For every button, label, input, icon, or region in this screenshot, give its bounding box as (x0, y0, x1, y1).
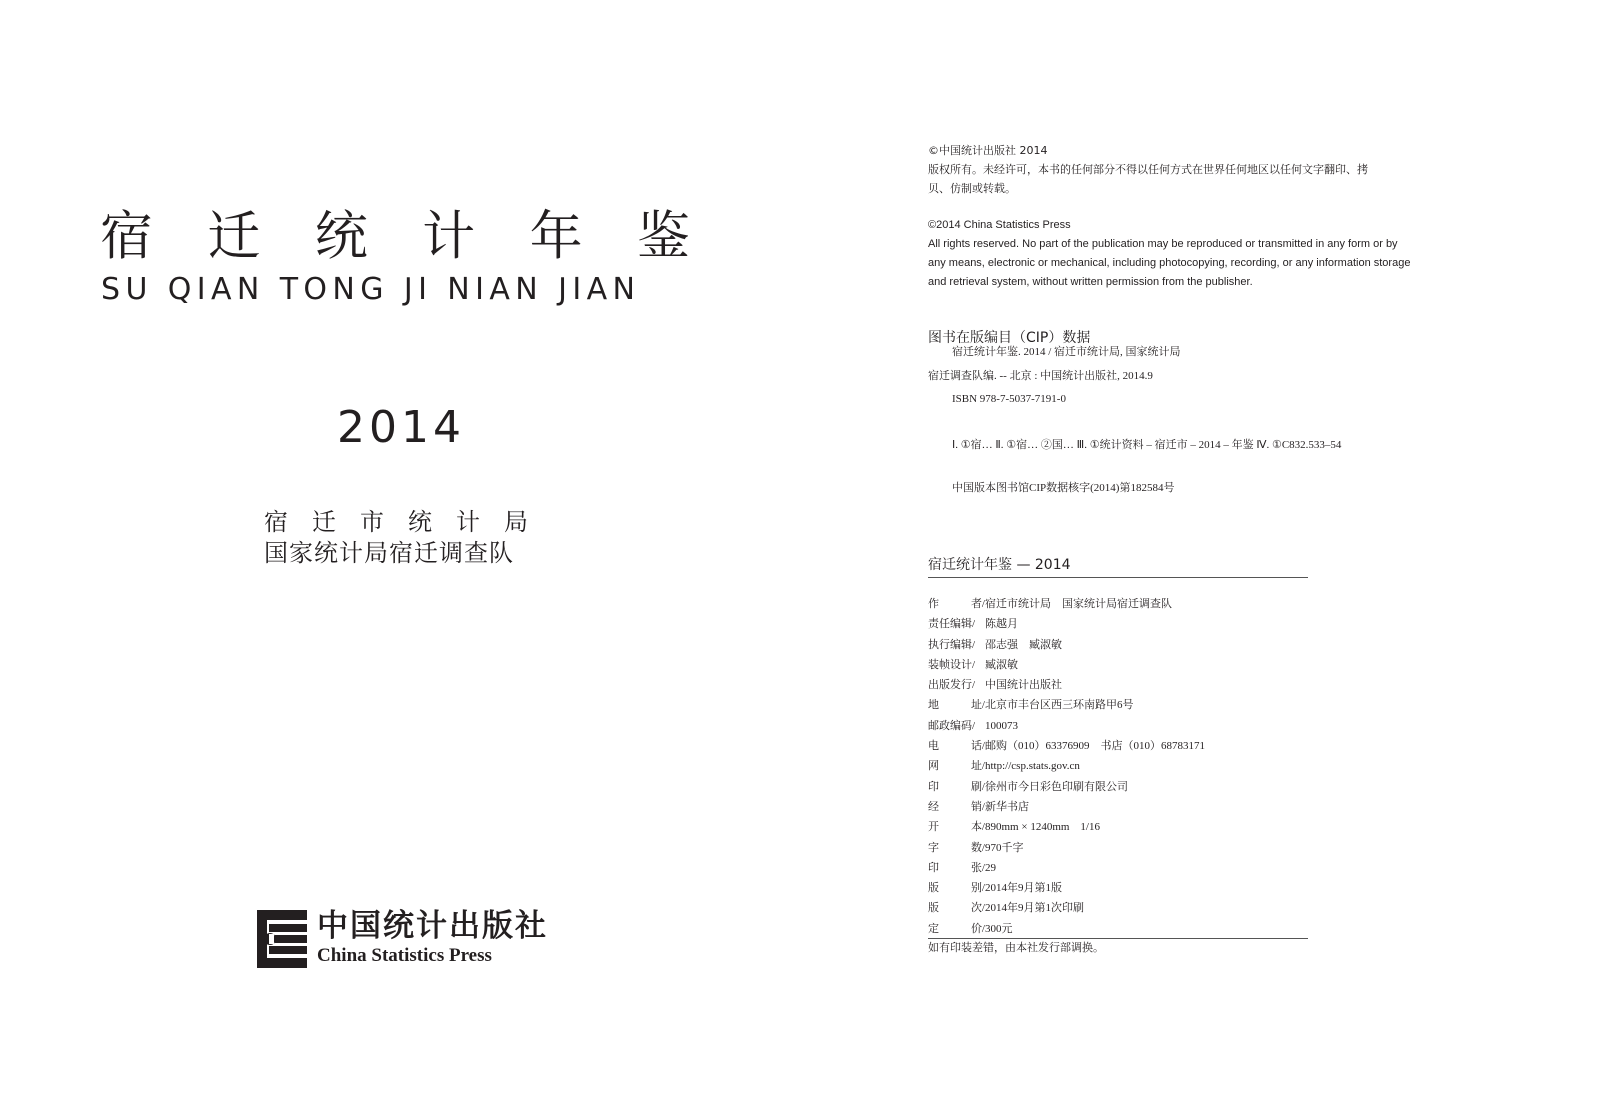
book-year: 2014 (337, 402, 465, 453)
cip-record-number: 中国版本图书馆CIP数据核字(2014)第182584号 (952, 482, 1175, 494)
title-char: 统 (314, 206, 368, 267)
info-label: 字 (928, 841, 939, 854)
publisher-logo (255, 908, 548, 970)
info-label: 电 (928, 740, 939, 753)
info-row (928, 594, 1428, 614)
info-row (928, 838, 1428, 858)
info-label: 话/ (970, 740, 985, 753)
info-value: 2014年9月第1次印刷 (985, 902, 1084, 915)
info-label: 定 (928, 922, 939, 935)
info-value: 宿迁市统计局 国家统计局宿迁调查队 (985, 598, 1172, 610)
info-row (928, 655, 1428, 675)
info-row (928, 736, 1428, 756)
cip-classification: Ⅰ. ①宿… Ⅱ. ①宿… ②国… Ⅲ. ①统计资料 – 宿迁市 – 2014 – 年鉴 Ⅳ. ①C832.533–54 (952, 439, 1342, 451)
info-value: 300元 (985, 922, 1013, 935)
org-char: 市 (360, 508, 384, 536)
publisher-logo-mark-icon (255, 908, 311, 970)
info-value: 陈越月 (985, 618, 1018, 631)
copyright-cn (928, 141, 1428, 198)
info-row (928, 695, 1428, 715)
title-char: 鉴 (636, 206, 690, 267)
info-label: 址/ (970, 699, 985, 712)
info-value: 2014年9月第1版 (985, 882, 1062, 895)
copyright-cn-line: 贝、仿制或转载。 (928, 182, 1016, 195)
info-label: 销/ (970, 800, 985, 813)
info-value: 中国统计出版社 (985, 679, 1062, 692)
info-label: 印 (928, 861, 939, 874)
book-title-en: SU QIAN TONG JI NIAN JIAN (101, 272, 641, 307)
org-char: 统 (408, 508, 432, 536)
info-label: 张/ (970, 861, 985, 874)
cip-line: 宿迁统计年鉴. 2014 / 宿迁市统计局, 国家统计局 (952, 346, 1181, 358)
info-label: 印 (928, 780, 939, 793)
info-label: 版 (928, 882, 939, 895)
title-char: 年 (529, 206, 583, 267)
cip-isbn: ISBN 978-7-5037-7191-0 (952, 393, 1066, 405)
publication-info (928, 594, 1428, 939)
info-label: 邮政编码/ (928, 719, 976, 732)
copyright-en-line: any means, electronic or mechanical, including photocopying, recording, or any information storage (928, 257, 1411, 269)
info-value: 邮购（010）63376909 书店（010）68783171 (985, 740, 1205, 753)
editor-org-1 (264, 506, 528, 538)
info-row (928, 898, 1428, 918)
info-label: 作 (928, 598, 939, 610)
copyright-en-line: ©2014 China Statistics Press (928, 219, 1071, 231)
copyright-cn-line: ©中国统计出版社 2014 (928, 144, 1048, 157)
divider (928, 938, 1308, 939)
info-row (928, 614, 1428, 634)
info-label: 刷/ (970, 780, 985, 793)
editor-org-2: 国家统计局宿迁调查队 (264, 539, 514, 567)
info-row (928, 919, 1428, 939)
info-value: 北京市丰台区西三环南路甲6号 (985, 699, 1134, 712)
info-value: 100073 (985, 719, 1018, 732)
info-row (928, 675, 1428, 695)
book-title-cn (100, 205, 690, 269)
title-page (0, 0, 804, 1099)
title-char: 迁 (207, 206, 261, 267)
org-char: 局 (504, 508, 528, 536)
info-label: 装帧设计/ (928, 658, 976, 671)
info-label: 执行编辑/ (928, 638, 976, 651)
info-label: 者/ (970, 598, 985, 610)
org-char: 迁 (312, 508, 336, 536)
org-char: 计 (456, 508, 480, 536)
info-row (928, 777, 1428, 797)
info-label: 地 (928, 699, 939, 712)
copyright-en (928, 216, 1428, 292)
info-row (928, 878, 1428, 898)
info-value: 徐州市今日彩色印刷有限公司 (985, 780, 1128, 793)
org-char: 宿 (264, 508, 288, 536)
copyright-en-line: and retrieval system, without written permission from the publisher. (928, 276, 1253, 288)
info-row (928, 716, 1428, 736)
info-label: 价/ (970, 922, 985, 935)
publisher-name-cn: 中国统计出版社 (317, 908, 548, 944)
info-value: 新华书店 (985, 800, 1029, 813)
info-label: 数/ (970, 841, 985, 854)
info-value: 890mm × 1240mm 1/16 (985, 821, 1100, 834)
info-label: 次/ (970, 902, 985, 915)
copyright-en-line: All rights reserved. No part of the publication may be reproduced or transmitted in any form or by (928, 238, 1398, 250)
cip-heading: 图书在版编目（CIP）数据 (928, 330, 1091, 346)
info-label: 址/ (970, 760, 985, 773)
info-label: 版 (928, 902, 939, 915)
info-label: 别/ (970, 882, 985, 895)
info-value: 970千字 (985, 841, 1024, 854)
divider (928, 577, 1308, 578)
copyright-page (804, 0, 1609, 1099)
info-label: 出版发行/ (928, 679, 976, 692)
info-label: 本/ (970, 821, 985, 834)
copyright-cn-line: 版权所有。未经许可，本书的任何部分不得以任何方式在世界任何地区以任何文字翻印、拷 (928, 163, 1368, 176)
title-char: 宿 (100, 206, 153, 267)
info-row (928, 756, 1428, 776)
info-row (928, 797, 1428, 817)
book-title-line: 宿迁统计年鉴 — 2014 (928, 557, 1071, 573)
info-row (928, 817, 1428, 837)
info-label: 经 (928, 800, 939, 813)
info-value: 邵志强 臧淑敏 (985, 638, 1062, 651)
cip-line: 宿迁调查队编. -- 北京 : 中国统计出版社, 2014.9 (928, 370, 1153, 382)
title-char: 计 (422, 206, 476, 267)
info-value: 29 (985, 861, 996, 874)
info-value: 臧淑敏 (985, 658, 1018, 671)
info-row (928, 635, 1428, 655)
info-label: 责任编辑/ (928, 618, 976, 631)
misprint-note: 如有印装差错，由本社发行部调换。 (928, 942, 1104, 954)
info-label: 开 (928, 821, 939, 834)
publisher-name-en: China Statistics Press (317, 945, 492, 966)
info-value: http://csp.stats.gov.cn (985, 760, 1080, 773)
info-label: 网 (928, 760, 939, 773)
info-row (928, 858, 1428, 878)
